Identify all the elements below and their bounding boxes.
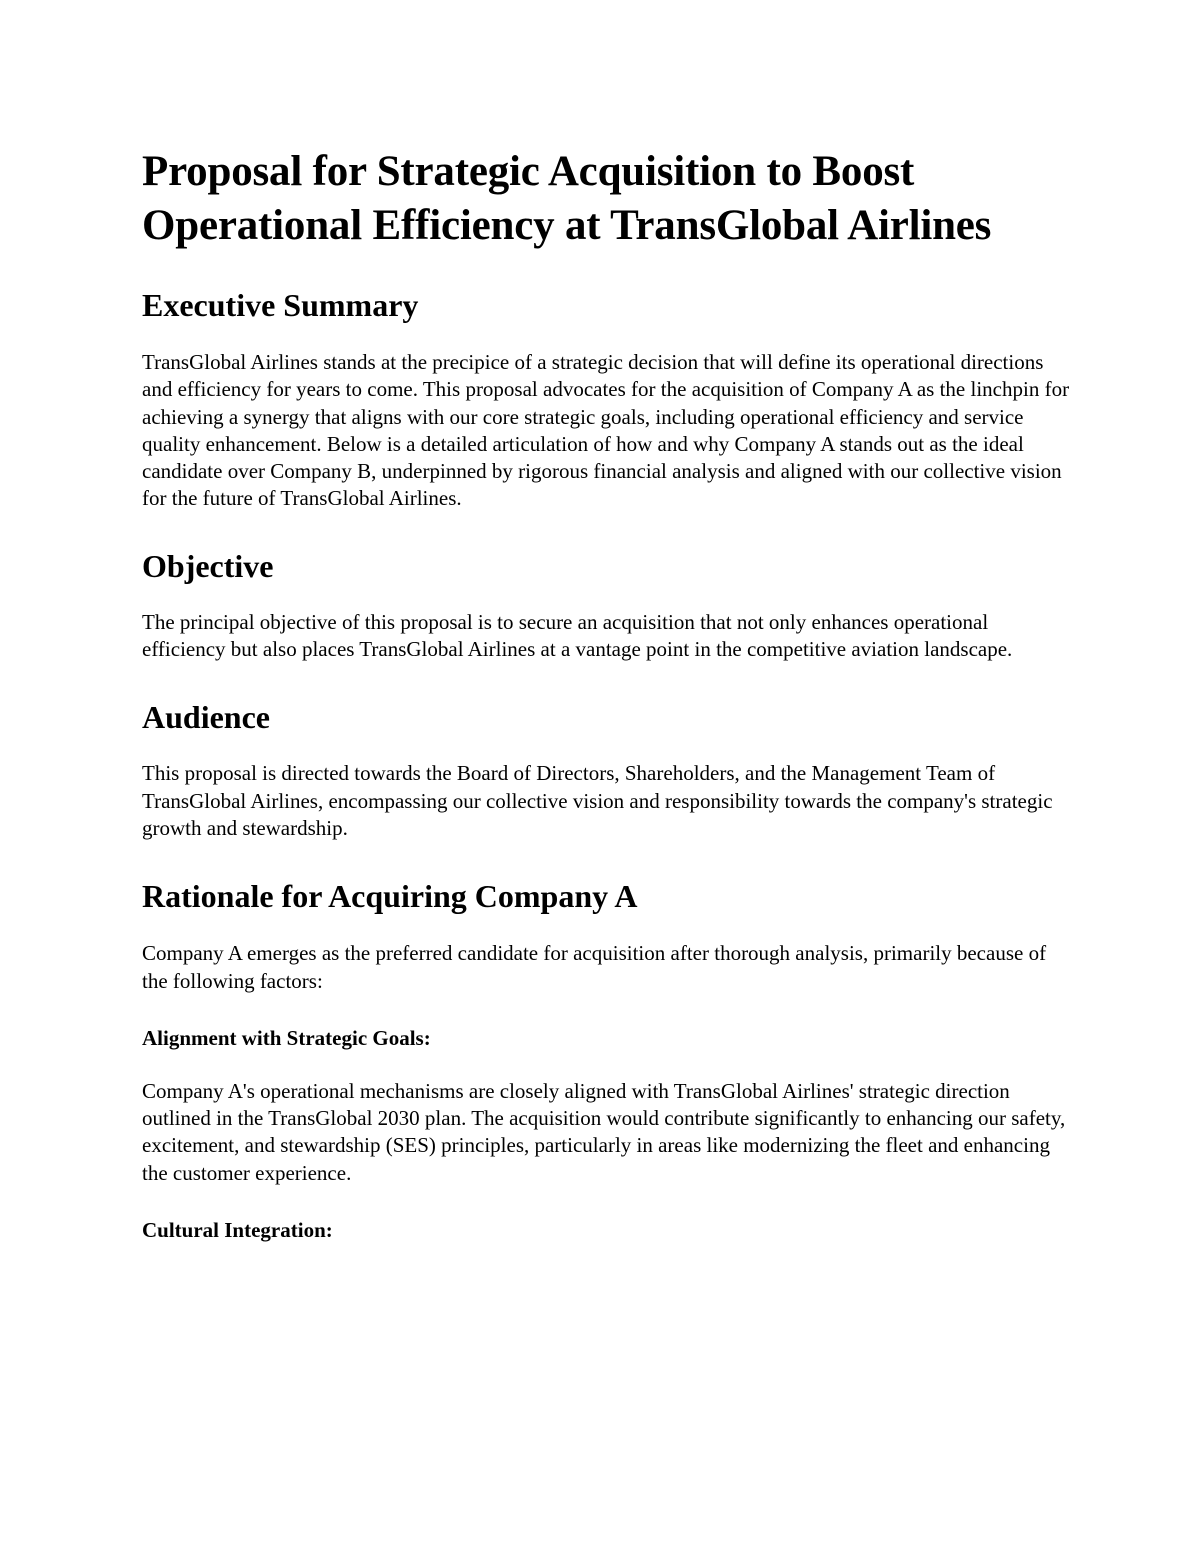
heading-objective: Objective: [142, 547, 274, 584]
paragraph-executive-summary: TransGlobal Airlines stands at the precipice of a strategic decision that will define its operational directions and efficiency for years to come. This proposal advocates for the acquisition of Company A as the linchpin for achieving a synergy that aligns with our core strategic goals, including operational efficiency and service quality enhancement. Below is a detailed articulation of how and why Company A stands out as the ideal candidate over Company B, underpinned by rigorous financial analysis and aligned with our collective vision for the future of TransGlobal Airlines.: [142, 350, 1070, 511]
paragraph-audience: This proposal is directed towards the Board of Directors, Shareholders, and the Management Team of TransGlobal Airlines, encompassing our collective vision and responsibility towards the company's strategic growth and stewardship.: [142, 761, 1053, 840]
document-page: [142, 145, 1072, 1244]
document-title: Proposal for Strategic Acquisition to Boost Operational Efficiency at TransGlobal Airlines: [142, 148, 992, 249]
subheading-alignment: Alignment with Strategic Goals:: [142, 1025, 431, 1050]
subheading-cultural-integration: Cultural Integration:: [142, 1218, 333, 1243]
paragraph-alignment: Company A's operational mechanisms are closely aligned with TransGlobal Airlines' strategic direction outlined in the TransGlobal 2030 plan. The acquisition would contribute significantly to enhancing our safety, excitement, and stewardship (SES) principles, particularly in areas like modernizing the fleet and enhancing the customer experience.: [142, 1078, 1066, 1185]
heading-executive-summary: Executive Summary: [142, 287, 419, 323]
paragraph-objective: The principal objective of this proposal is to secure an acquisition that not only enhances operational efficiency but also places TransGlobal Airlines at a vantage point in the competitive aviation landscape.: [142, 609, 1013, 662]
heading-rationale: Rationale for Acquiring Company A: [142, 878, 638, 915]
heading-audience: Audience: [142, 699, 270, 736]
paragraph-rationale: Company A emerges as the preferred candidate for acquisition after thorough analysis, primarily because of the following factors:: [142, 941, 1047, 993]
